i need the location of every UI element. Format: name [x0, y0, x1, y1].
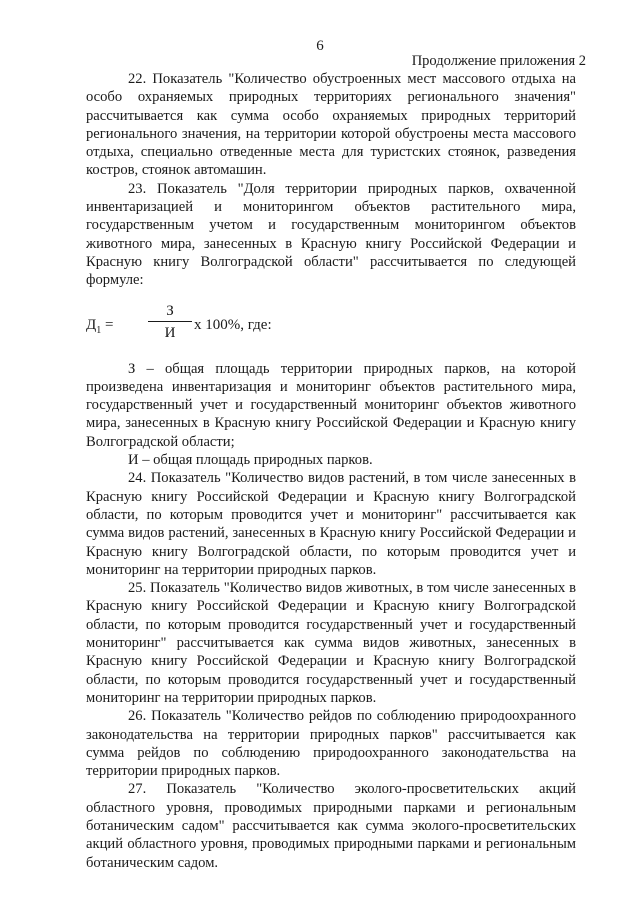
paragraph-25: 25. Показатель "Количество видов животных, в том числе занесенных в Красную книгу Российской Федерации и Красную книгу Волгоградской области, по которым проводится государственный учет и государственный мониторинг" рассчитывается как сумма видов животных, занесенных в Красную книгу Российской Федерации и Красную книгу Волгоградской области, по которым проводится государственный учет и государственный мониторинг на территории природных парков.: [86, 580, 576, 706]
formula-lhs-symbol: Д: [86, 316, 97, 333]
paragraph-22: 22. Показатель "Количество обустроенных мест массового отдыха на особо охраняемых природных территориях регионального значения" рассчитывается как сумма особо охраняемых природных территорий регионального значения, на территории которой обустроены места массового отдыха, специально отведенные места для туристских стоянок, разведения костров, стоянок автомашин.: [86, 71, 576, 179]
paragraph-26: 26. Показатель "Количество рейдов по соблюдению природоохранного законодательства на территории природных парков" рассчитывается как сумма рейдов по соблюдению природоохранного законодательства на территории природных парков.: [86, 708, 576, 780]
appendix-continuation-label: Продолжение приложения 2: [411, 53, 586, 69]
formula: [86, 302, 576, 350]
page-number: 6: [316, 38, 324, 54]
formula-lhs: [86, 316, 113, 340]
paragraph-24: 24. Показатель "Количество видов растений, в том числе занесенных в Красную книгу Российской Федерации и Красную книгу Волгоградской области, по которым проводится учет и мониторинг" рассчитывается как сумма видов растений, занесенных в Красную книгу Российской Федерации и Красную книгу Волгоградской области, по которым проводится учет и мониторинг на территории природных парков.: [86, 470, 576, 578]
definition-i: И – общая площадь природных парков.: [128, 452, 373, 469]
formula-numerator: З: [166, 302, 174, 319]
document-body: [86, 70, 576, 872]
formula-lhs-subscript: 1: [96, 324, 102, 336]
paragraph-23: 23. Показатель "Доля территории природных парков, охваченной инвентаризацией и мониторингом объектов растительного мира, государственным учетом и государственным мониторингом объектов животного мира, занесенных в Красную книгу Российской Федерации и Красную книгу Волгоградской области" рассчитывается по следующей формуле:: [86, 180, 576, 289]
paragraph-27: 27. Показатель "Количество эколого-просветительских акций областного уровня, проводимых природными парками и региональным ботаническим садом" рассчитывается как сумма эколого-просветительских акций областного уровня, проводимых природными парками и региональным ботаническим садом.: [86, 781, 576, 871]
definition-z: З – общая площадь территории природных парков, на которой произведена инвентаризация и мониторинг объектов растительного мира, государственный учет и государственный мониторинг объектов животного мира, занесенных в Красную книгу Российской Федерации и Красную книгу Волгоградской области;: [86, 360, 576, 450]
formula-fraction: [148, 302, 192, 342]
formula-denominator: И: [164, 324, 176, 341]
formula-equals: =: [101, 316, 114, 333]
formula-rhs: x 100%, где:: [194, 316, 272, 333]
fraction-bar: [148, 321, 192, 322]
